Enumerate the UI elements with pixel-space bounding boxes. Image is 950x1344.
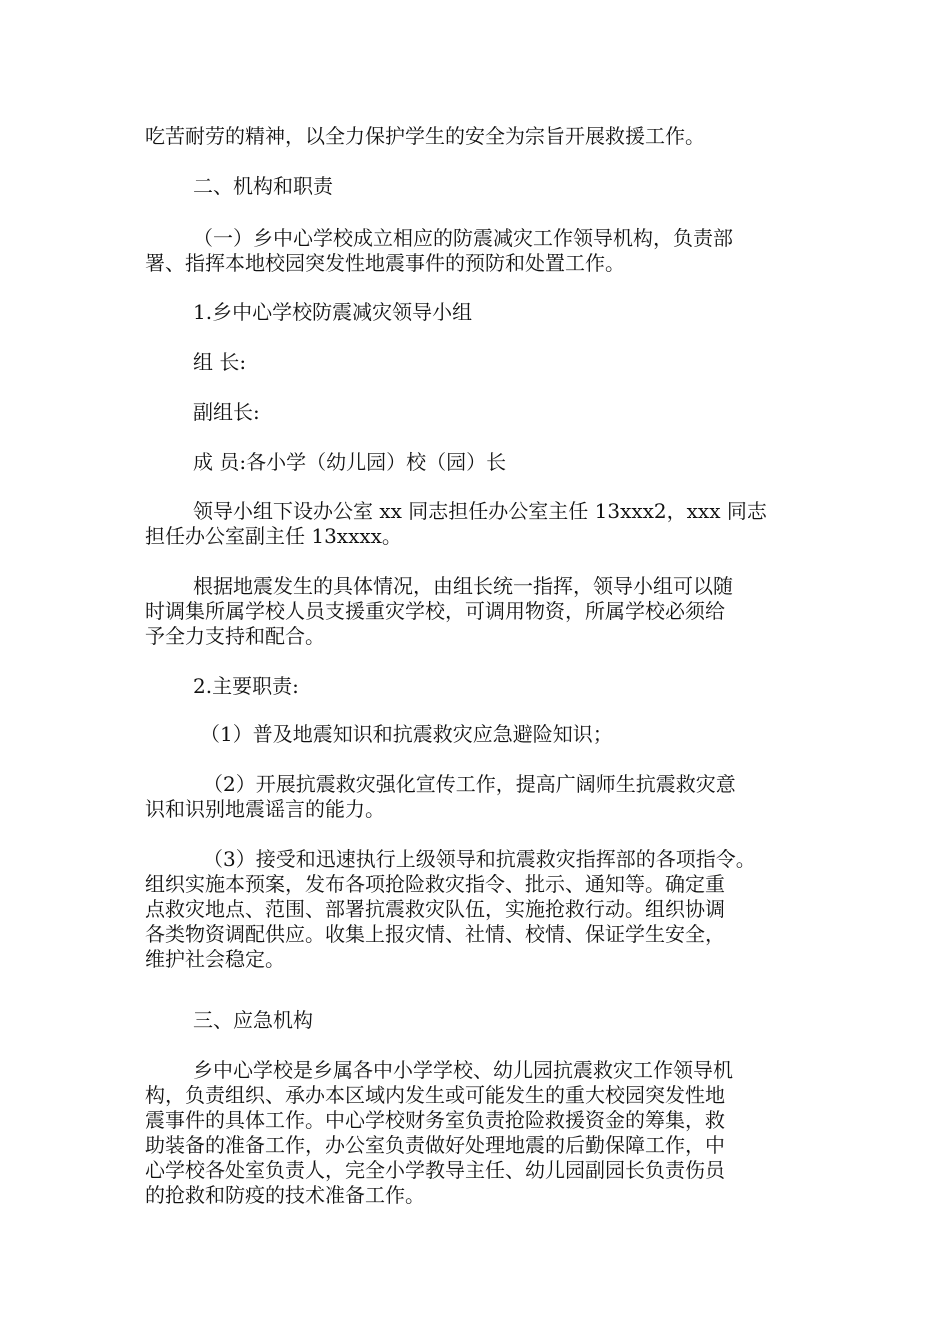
leader-label: 组 长:	[193, 350, 247, 374]
subheading-text: 2.主要职责:	[193, 674, 299, 698]
subheading-text: 1.乡中心学校防震减灾领导小组	[193, 300, 473, 324]
text-line: 识和识别地震谣言的能力。	[145, 797, 385, 821]
heading-text: 三、应急机构	[193, 1008, 313, 1032]
text-line: 时调集所属学校人员支援重灾学校，可调用物资，所属学校必须给	[145, 599, 725, 623]
members-line	[193, 450, 863, 475]
text-line: 各类物资调配供应。收集上报灾情、社情、校情、保证学生安全，	[145, 922, 725, 946]
text-line: 署、指挥本地校园突发性地震事件的预防和处置工作。	[145, 251, 625, 275]
text-line: 乡中心学校是乡属各中小学学校、幼儿园抗震救灾工作领导机	[193, 1058, 733, 1082]
duty-item-2	[145, 772, 815, 822]
text-line: 担任办公室副主任 13xxxx。	[145, 524, 402, 548]
text-line: 构，负责组织、承办本区域内发生或可能发生的重大校园突发性地	[145, 1083, 725, 1107]
duty-item-3	[145, 847, 815, 972]
vice-leader-line	[193, 400, 863, 425]
heading-text: 二、机构和职责	[193, 174, 333, 198]
text-line: 维护社会稳定。	[145, 947, 285, 971]
text-line: 组织实施本预案，发布各项抢险救灾指令、批示、通知等。确定重	[145, 872, 725, 896]
text-line: （一）乡中心学校成立相应的防震减灾工作领导机构，负责部	[193, 226, 733, 250]
paragraph-continuation	[145, 124, 815, 149]
text-line: 点救灾地点、范围、部署抗震救灾队伍，实施抢救行动。组织协调	[145, 897, 725, 921]
text-line: 震事件的具体工作。中心学校财务室负责抢险救援资金的筹集，救	[145, 1108, 725, 1132]
section-heading-3	[193, 1008, 863, 1033]
vice-leader-label: 副组长:	[193, 400, 260, 424]
paragraph-office	[145, 499, 815, 549]
section-heading-2	[193, 174, 863, 199]
text-line: （1）普及地震知识和抗震救灾应急避险知识；	[200, 722, 613, 746]
text-line: 予全力支持和配合。	[145, 624, 325, 648]
text-line: 吃苦耐劳的精神，以全力保护学生的安全为宗旨开展救援工作。	[145, 124, 705, 148]
text-line: 助装备的准备工作，办公室负责做好处理地震的后勤保障工作，中	[145, 1133, 725, 1157]
subheading-duties	[193, 674, 863, 699]
text-line: 心学校各处室负责人，完全小学教导主任、幼儿园副园长负责伤员	[145, 1158, 725, 1182]
text-line: （2）开展抗震救灾强化宣传工作，提高广阔师生抗震救灾意	[203, 772, 736, 796]
paragraph-organization	[145, 226, 815, 276]
text-line: 的抢救和防疫的技术准备工作。	[145, 1183, 425, 1207]
subheading-leading-group	[193, 300, 863, 325]
leader-line	[193, 350, 863, 375]
members-text: 成 员:各小学（幼儿园）校（园）长	[193, 450, 507, 474]
text-line: 根据地震发生的具体情况，由组长统一指挥，领导小组可以随	[193, 574, 733, 598]
text-line: （3）接受和迅速执行上级领导和抗震救灾指挥部的各项指令。	[203, 847, 756, 871]
paragraph-emergency-agency	[145, 1058, 815, 1208]
paragraph-command	[145, 574, 815, 649]
text-line: 领导小组下设办公室 xx 同志担任办公室主任 13xxx2，xxx 同志	[193, 499, 767, 523]
duty-item-1	[200, 722, 870, 747]
